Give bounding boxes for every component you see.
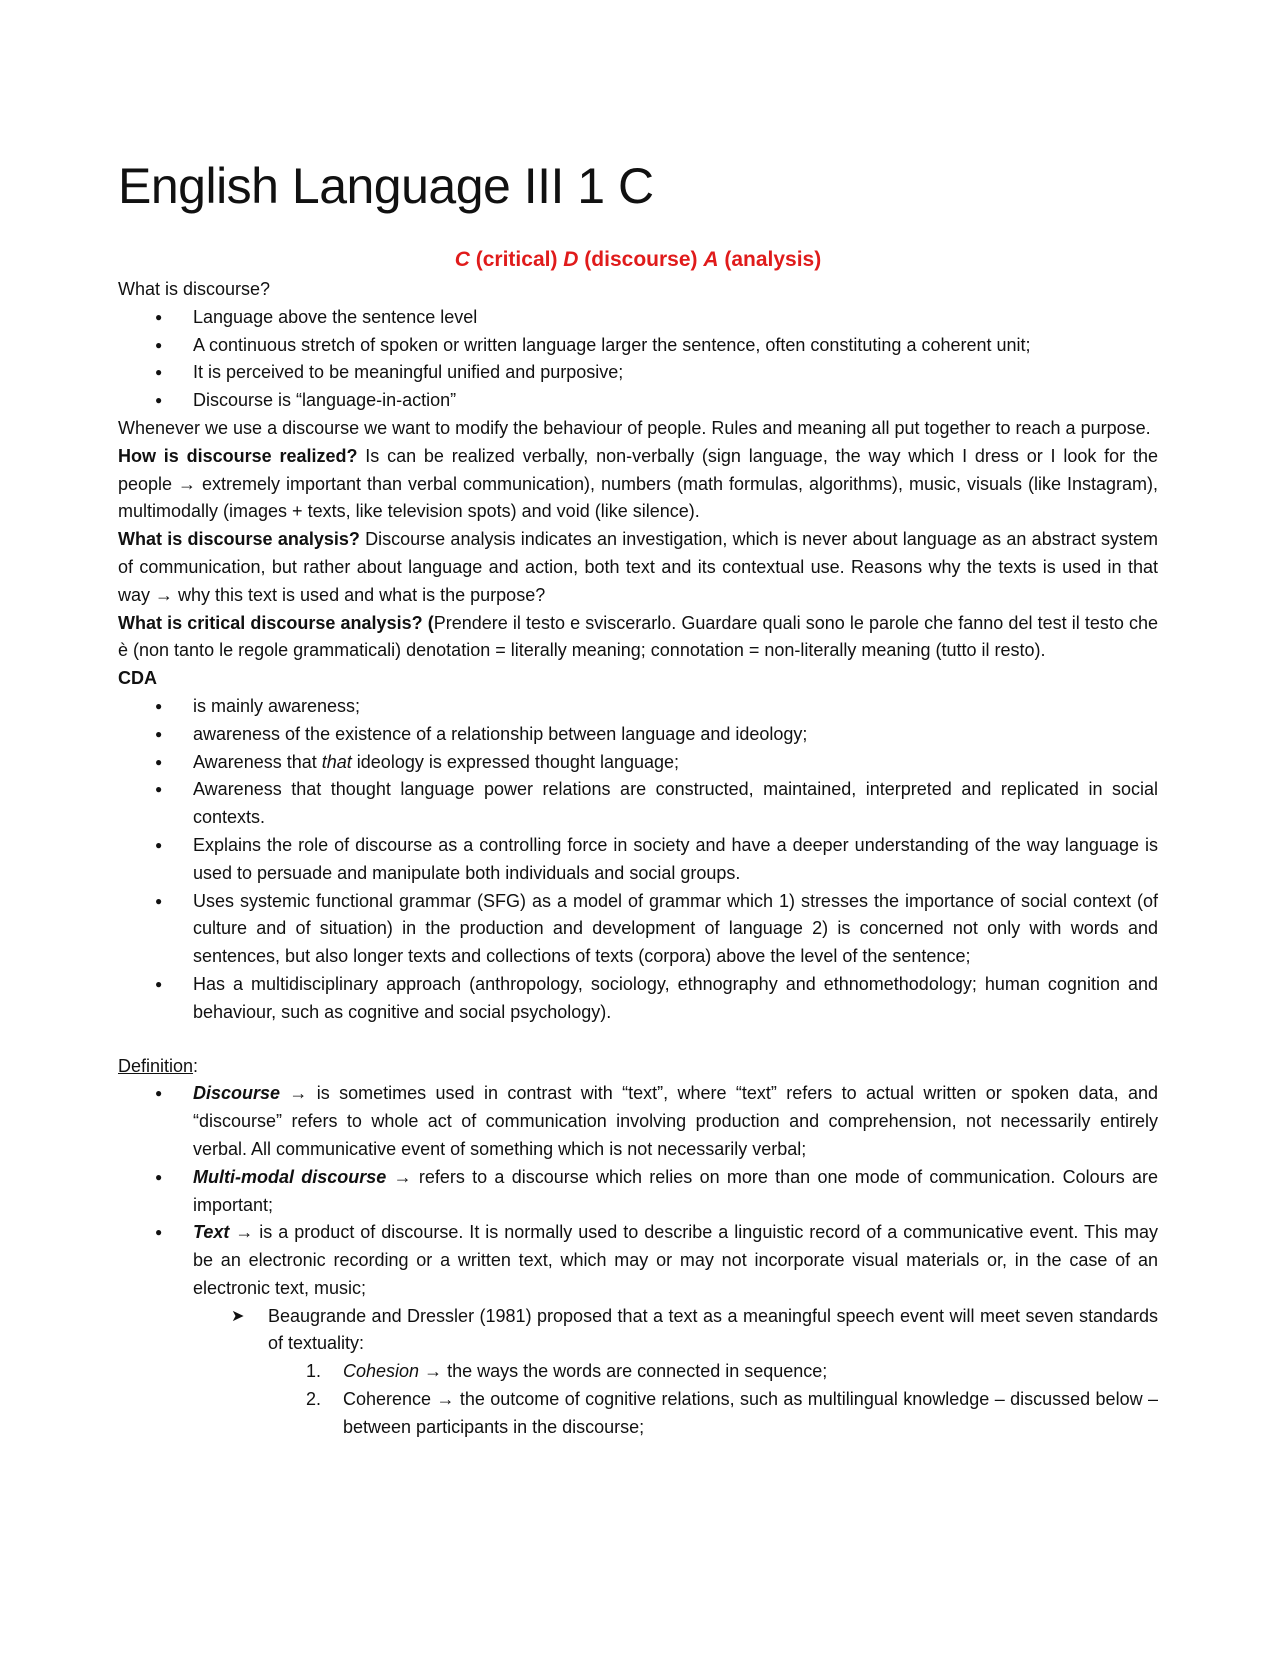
list-item: ● Language above the sentence level bbox=[118, 304, 1158, 332]
document-content bbox=[118, 150, 1158, 1442]
list-item: ● Awareness that thought language power relations are constructed, maintained, interpreted and replicated in social contexts. bbox=[118, 776, 1158, 832]
list-item: ● A continuous stretch of spoken or written language larger the sentence, often constituting a coherent unit; bbox=[118, 332, 1158, 360]
definition-term: Discourse bbox=[193, 1083, 281, 1104]
list-item: ● It is perceived to be meaningful unified and purposive; bbox=[118, 359, 1158, 387]
standard-term: Cohesion bbox=[343, 1361, 420, 1382]
section-heading-cda bbox=[118, 244, 1158, 276]
list-item: ● Has a multidisciplinary approach (anthropology, sociology, ethnography and ethnomethodology; human cognition and behaviour, such as cognitive and social psychology). bbox=[118, 971, 1158, 1027]
heading-c: C bbox=[454, 248, 470, 271]
paragraph-text: Is can be realized verbally, non-verbally (sign language, the way which I dress or I look for the people → extremely important than verbal communication), numbers (math formulas, algorithms), music, visuals (like Instagram), multimodally (images + texts, like television spots) and void (like silence). bbox=[118, 445, 1158, 522]
definition-colon: : bbox=[193, 1055, 199, 1076]
list-number: 1. bbox=[306, 1361, 322, 1382]
definition-text: → is sometimes used in contrast with “text”, where “text” refers to actual written or spoken data, and “discourse” refers to whole act of communication involving production and comprehension, not necessarily entirely verbal. All communicative event of something which is not necessarily verbal; bbox=[193, 1083, 1158, 1159]
standard-item-coherence bbox=[118, 1386, 1158, 1442]
definition-list bbox=[118, 1080, 1158, 1302]
heading-critical: (critical) bbox=[469, 248, 564, 271]
list-item: ● Explains the role of discourse as a controlling force in society and have a deeper understanding of the way language is used to persuade and manipulate both individuals and social groups. bbox=[118, 832, 1158, 888]
heading-d: D bbox=[563, 248, 579, 271]
standard-text: → the ways the words are connected in sequence; bbox=[419, 1361, 828, 1382]
definition-item-discourse bbox=[118, 1080, 1158, 1163]
standards-numbered-list bbox=[118, 1358, 1158, 1441]
paragraph-discourse-analysis bbox=[118, 526, 1158, 609]
paragraph-text: Prendere il testo e sviscerarlo. Guardare quali sono le parole che fanno del test il testo che è (non tanto le regole grammaticali) denotation = literally meaning; connotation = non-literally meaning (tutto il resto). bbox=[118, 612, 1158, 661]
definition-item-multimodal bbox=[118, 1164, 1158, 1220]
list-number: 2. bbox=[306, 1389, 322, 1410]
list-item: ➤ Beaugrande and Dressler (1981) proposed that a text as a meaningful speech event will meet seven standards of textuality: bbox=[118, 1303, 1158, 1359]
list-item-emphasis: that bbox=[321, 751, 352, 772]
paragraph-text: Discourse analysis indicates an investigation, which is never about language as an abstract system of communication, but rather about language and action, both text and its contextual use. Reasons why the texts is used in that way → why this text is used and what is the purpose? bbox=[118, 529, 1158, 605]
standard-item-cohesion bbox=[118, 1358, 1158, 1386]
heading-discourse: (discourse) bbox=[578, 248, 704, 271]
definition-term: Text bbox=[193, 1222, 230, 1243]
cda-bullet-list bbox=[118, 693, 1158, 1027]
cda-label bbox=[118, 665, 1158, 693]
definition-item-text bbox=[118, 1219, 1158, 1302]
list-item bbox=[118, 749, 1158, 777]
heading-analysis: (analysis) bbox=[718, 248, 822, 271]
list-item: ● awareness of the existence of a relationship between language and ideology; bbox=[118, 721, 1158, 749]
paragraph-question: What is discourse analysis? bbox=[118, 529, 360, 550]
definition-text: → is a product of discourse. It is normally used to describe a linguistic record of a communicative event. This may be an electronic recording or a written text, which may or may not incorporate visual materials or, in the case of an electronic text, music; bbox=[193, 1222, 1158, 1298]
question-what-is-discourse: What is discourse? bbox=[118, 279, 271, 299]
paragraph-realization bbox=[118, 443, 1158, 526]
list-item-text: ideology is expressed thought language; bbox=[351, 751, 680, 772]
standard-text: Coherence → the outcome of cognitive relations, such as multilingual knowledge – discussed below – between participants in the discourse; bbox=[343, 1389, 1158, 1437]
textuality-sub-list bbox=[118, 1303, 1158, 1359]
document-title: English Language III 1 C bbox=[118, 158, 654, 214]
list-item-text: Awareness that bbox=[193, 751, 322, 772]
discourse-bullet-list bbox=[118, 304, 1158, 415]
definition-heading bbox=[118, 1053, 1158, 1081]
list-item: ● Uses systemic functional grammar (SFG) as a model of grammar which 1) stresses the importance of social context (of culture and of situation) in the production and development of language 2) is concerned not only with words and sentences, but also longer texts and collections of texts (corpora) above the level of the sentence; bbox=[118, 888, 1158, 971]
definition-text: → refers to a discourse which relies on more than one mode of communication. Colours are important; bbox=[193, 1166, 1158, 1215]
paragraph-purpose: Whenever we use a discourse we want to modify the behaviour of people. Rules and meaning all put together to reach a purpose. bbox=[118, 417, 1151, 438]
definition-label: Definition bbox=[118, 1055, 194, 1076]
heading-a: A bbox=[703, 248, 719, 271]
cda-label-text: CDA bbox=[118, 668, 157, 689]
paragraph-question: How is discourse realized? bbox=[118, 445, 358, 466]
spacer bbox=[118, 1027, 1158, 1053]
definition-term: Multi-modal discourse bbox=[193, 1166, 387, 1187]
paragraph-question: What is critical discourse analysis? ( bbox=[118, 612, 434, 633]
list-item: ● Discourse is “language-in-action” bbox=[118, 387, 1158, 415]
list-item: ● is mainly awareness; bbox=[118, 693, 1158, 721]
paragraph-critical-discourse-analysis bbox=[118, 610, 1158, 666]
